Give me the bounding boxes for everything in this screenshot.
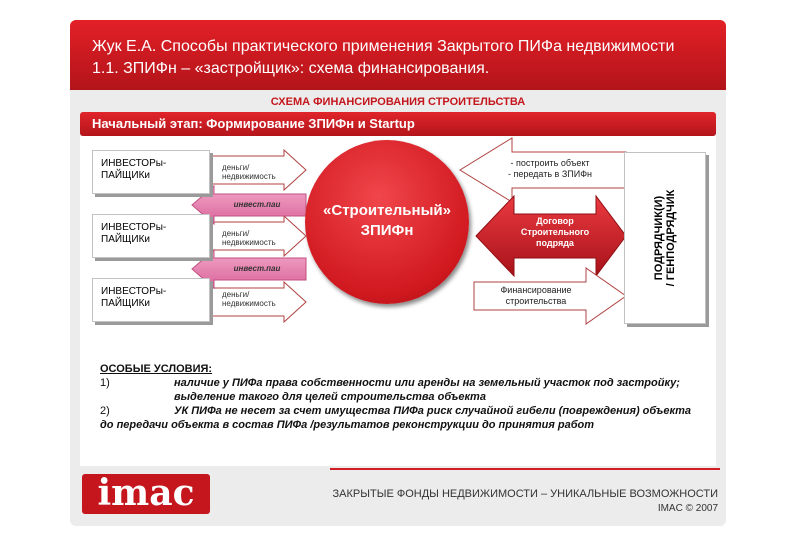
task-line-1: - построить объект xyxy=(510,158,590,168)
header-title: Жук Е.А. Способы практического применения Закрытого ПИФа недвижимости xyxy=(92,38,675,55)
investor-label: ИНВЕСТОРы-ПАЙЩИКи xyxy=(101,222,167,245)
special-conditions xyxy=(100,362,700,432)
logo-text: imac xyxy=(97,472,195,514)
shares-label-1: инвест.паи xyxy=(233,200,281,209)
contractor-label xyxy=(653,190,677,287)
task-line-2: - передать в ЗПИФн xyxy=(507,169,593,179)
fund-label-line1: «Строительный» xyxy=(323,202,451,219)
money-label-3: деньги/ недвижимость xyxy=(222,290,276,308)
footer-tagline: ЗАКРЫТЫЕ ФОНДЫ НЕДВИЖИМОСТИ – УНИКАЛЬНЫЕ ВОЗМОЖНОСТИ xyxy=(332,488,718,500)
stage-label: Начальный этап: Формирование ЗПИФн и Startup xyxy=(92,116,415,131)
investor-label: ИНВЕСТОРы-ПАЙЩИКи xyxy=(101,158,167,181)
investor-box-1 xyxy=(92,150,210,194)
shares-label-2: инвест.паи xyxy=(233,264,281,273)
diagram-title: СХЕМА ФИНАНСИРОВАНИЯ СТРОИТЕЛЬСТВА xyxy=(270,96,526,108)
money-label-2: деньги/ недвижимость xyxy=(222,229,276,247)
contract-label: Договор Строительного подряда xyxy=(520,216,590,248)
investor-box-3 xyxy=(92,278,210,322)
condition-1-text-b: выделение такого для целей строительства объекта xyxy=(174,391,486,403)
condition-2 xyxy=(100,404,700,432)
condition-1-text: наличие у ПИФа права собственности или аренды на земельный участок под застройку; xyxy=(174,377,680,389)
financing-label: Финансирование строительства xyxy=(500,285,572,306)
condition-2-number: 2) xyxy=(100,405,110,417)
footer-divider xyxy=(330,468,720,470)
condition-1 xyxy=(100,376,700,390)
condition-1-number: 1) xyxy=(100,377,110,389)
investor-label: ИНВЕСТОРы-ПАЙЩИКи xyxy=(101,286,167,309)
condition-2-text: УК ПИФа не несет за счет имущества ПИФа риск случайной гибели (повреждения) объекта до передачи объекта в состав ПИФа /результатов реконструкции до принятия работ xyxy=(100,405,692,431)
contractor-box xyxy=(624,152,706,324)
contractor-line-2: / ГЕНПОДРЯДЧИК xyxy=(665,189,677,287)
fund-circle xyxy=(305,140,469,304)
conditions-title: ОСОБЫЕ УСЛОВИЯ: xyxy=(100,363,213,375)
footer-copyright: IMAC © 2007 xyxy=(657,503,718,514)
task-callout xyxy=(490,158,610,180)
fund-label-line2: ЗПИФн xyxy=(360,222,414,239)
imac-logo xyxy=(82,474,210,514)
header-subtitle: 1.1. ЗПИФн – «застройщик»: схема финансирования. xyxy=(92,60,490,77)
money-label-1: деньги/ недвижимость xyxy=(222,163,276,181)
investor-box-2 xyxy=(92,214,210,258)
contractor-line-1: ПОДРЯДЧИК(И) xyxy=(653,195,665,281)
